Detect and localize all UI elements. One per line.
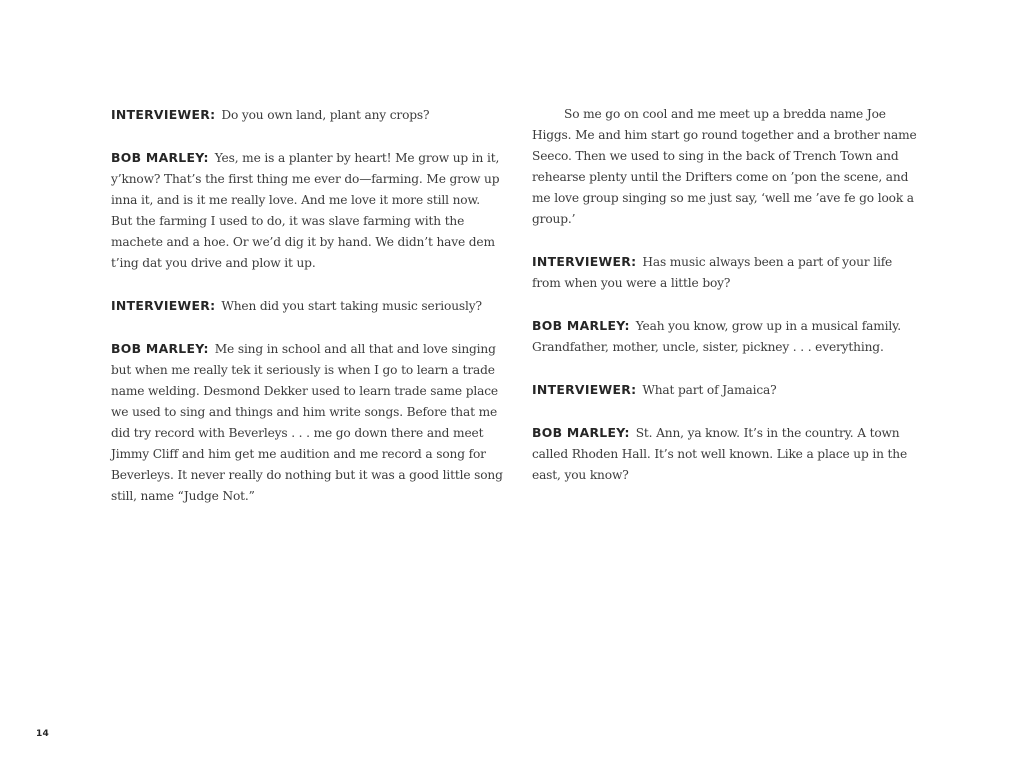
page-number: 14 [36,729,49,739]
interview-paragraph [111,147,503,274]
interview-paragraph [532,379,922,401]
interview-paragraph [532,315,922,358]
interview-paragraph [532,251,922,294]
paragraph-text: St. Ann, ya know. It’s in the country. A town called Rhoden Hall. It’s not well known. Like a place up in the east, you know? [532,426,908,482]
paragraph-text: Me sing in school and all that and love singing but when me really tek it seriously is when I go to learn a trade name welding. Desmond Dekker used to learn trade same place we used to sing and things and him write songs. Before that me did try record with Beverleys . . . me go down there and meet Jimmy Cliff and him get me audition and me record a song for Beverleys. It never really do nothing but it was a good little song still, name “Judge Not.” [111,342,503,503]
speaker-label: INTERVIEWER: [111,107,216,122]
speaker-label: BOB MARLEY: [532,425,630,440]
interview-paragraph [111,338,503,507]
paragraph-text: When did you start taking music seriously? [221,299,482,313]
left-column [111,104,503,528]
speaker-label: BOB MARLEY: [111,341,209,356]
interview-paragraph [111,295,503,317]
speaker-label: INTERVIEWER: [532,382,637,397]
paragraph-text: Has music always been a part of your life from when you were a little boy? [532,255,893,290]
speaker-label: INTERVIEWER: [532,254,637,269]
speaker-label: BOB MARLEY: [111,150,209,165]
speaker-label: BOB MARLEY: [532,318,630,333]
paragraph-text: Do you own land, plant any crops? [221,108,430,122]
continuation-paragraph: So me go on cool and me meet up a bredda name Joe Higgs. Me and him start go round together and a brother name Seeco. Then we used to sing in the back of Trench Town and rehearse plenty until the Drifters come on ’pon the scene, and me love group singing so me just say, ‘well me ’ave fe go look a group.’ [532,107,917,226]
interview-paragraph [111,104,503,126]
paragraph-text: Yes, me is a planter by heart! Me grow up in it, y’know? That’s the first thing me ever do—farming. Me grow up inna it, and is it me really love. And me love it more still now. But the farming I used to do, it was slave farming with the machete and a hoe. Or we’d dig it by hand. We didn’t have dem t’ing dat you drive and plow it up. [111,151,500,270]
right-column [532,104,922,507]
paragraph-text: What part of Jamaica? [642,383,777,397]
interview-paragraph [532,422,922,486]
paragraph-text: Yeah you know, grow up in a musical family. Grandfather, mother, uncle, sister, pickney . . . everything. [532,319,901,354]
speaker-label: INTERVIEWER: [111,298,216,313]
